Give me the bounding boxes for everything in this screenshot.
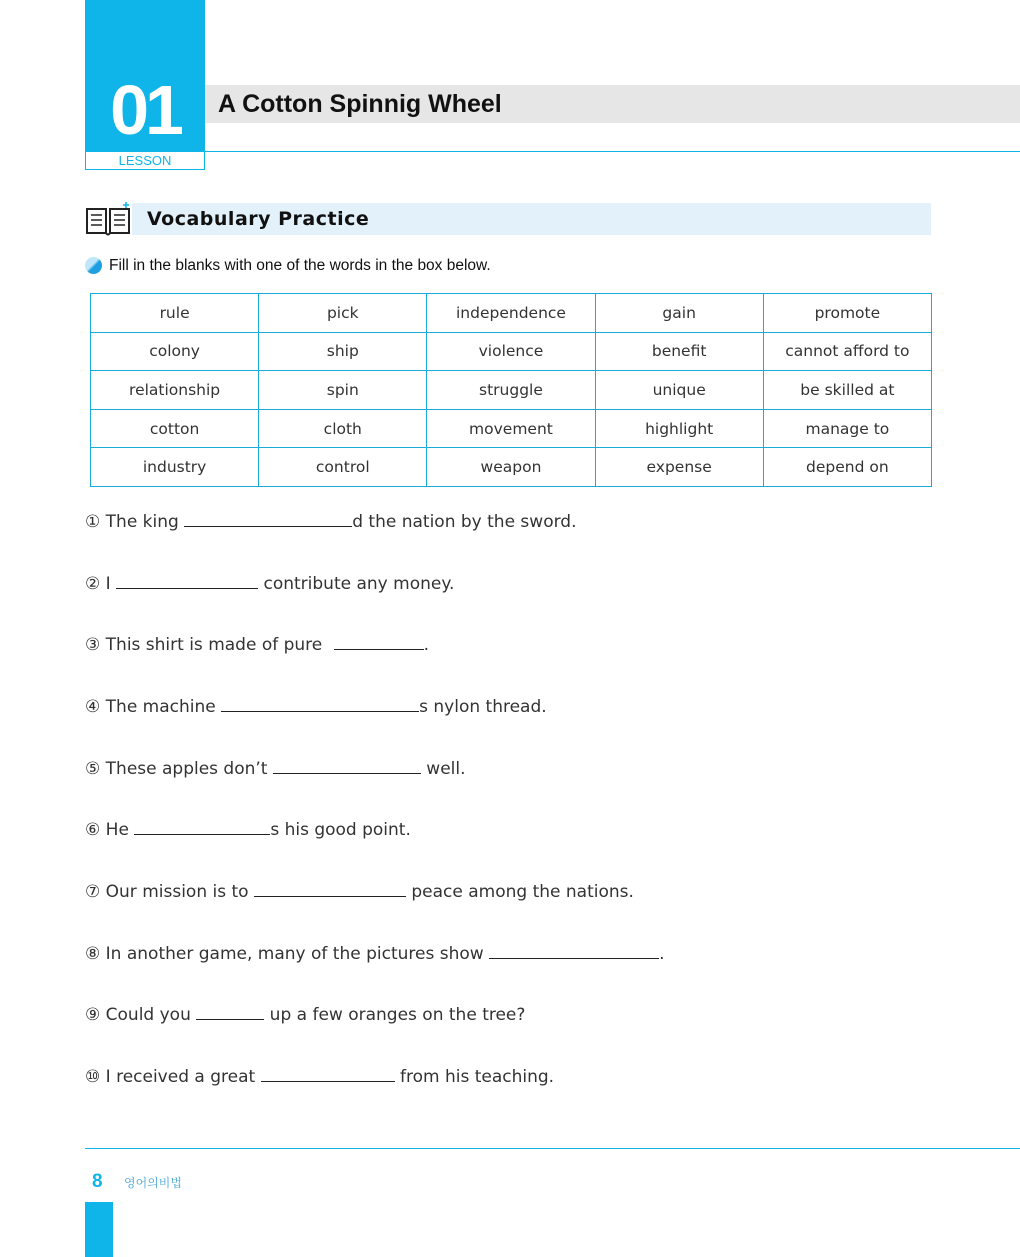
- answer-blank[interactable]: [273, 755, 421, 774]
- word-box-table: [90, 293, 932, 487]
- answer-blank[interactable]: [184, 508, 352, 527]
- question-5: [85, 755, 466, 781]
- question-number: ④: [85, 697, 101, 717]
- question-text-after: s nylon thread.: [419, 697, 547, 717]
- word-cell: spin: [259, 371, 427, 410]
- word-cell: manage to: [763, 409, 931, 448]
- page-number: 8: [92, 1171, 103, 1192]
- word-cell: colony: [91, 332, 259, 371]
- question-text-after: up a few oranges on the tree?: [269, 1005, 526, 1025]
- word-cell: expense: [595, 448, 763, 487]
- question-text-before: Could you: [105, 1005, 191, 1025]
- question-text-after: peace among the nations.: [411, 882, 634, 902]
- question-6: [85, 816, 411, 842]
- question-text-before: He: [105, 820, 129, 840]
- answer-blank[interactable]: [196, 1001, 264, 1020]
- answer-blank[interactable]: [334, 631, 424, 650]
- word-cell: promote: [763, 294, 931, 333]
- word-cell: violence: [427, 332, 595, 371]
- question-number: ②: [85, 574, 101, 594]
- question-text-before: Our mission is to: [105, 882, 249, 902]
- question-text-after: well.: [426, 759, 466, 779]
- word-cell: relationship: [91, 371, 259, 410]
- question-text-after: .: [423, 635, 430, 655]
- question-text-after: from his teaching.: [399, 1067, 555, 1087]
- answer-blank[interactable]: [489, 940, 659, 959]
- answer-blank[interactable]: [221, 693, 419, 712]
- question-4: [85, 693, 547, 719]
- question-2: [85, 570, 454, 596]
- question-text-before: The machine: [105, 697, 216, 717]
- word-cell: movement: [427, 409, 595, 448]
- question-9: [85, 1001, 525, 1027]
- question-text-before: I received a great: [105, 1067, 256, 1087]
- word-cell: control: [259, 448, 427, 487]
- lesson-title: A Cotton Spinnig Wheel: [218, 90, 502, 118]
- word-cell: weapon: [427, 448, 595, 487]
- answer-blank[interactable]: [134, 816, 270, 835]
- word-cell: industry: [91, 448, 259, 487]
- lesson-label: LESSON: [85, 151, 205, 170]
- word-cell: cotton: [91, 409, 259, 448]
- word-cell: cannot afford to: [763, 332, 931, 371]
- word-cell: unique: [595, 371, 763, 410]
- answer-blank[interactable]: [261, 1063, 395, 1082]
- answer-blank[interactable]: [116, 570, 258, 589]
- question-10: [85, 1063, 554, 1089]
- answer-blank[interactable]: [254, 878, 406, 897]
- word-cell: independence: [427, 294, 595, 333]
- word-cell: highlight: [595, 409, 763, 448]
- question-text-before: The king: [105, 512, 179, 532]
- question-text-before: These apples don’t: [105, 759, 268, 779]
- footer-tab: [85, 1202, 113, 1257]
- lesson-number: 01: [110, 71, 180, 149]
- question-text-after: d the nation by the sword.: [352, 512, 577, 532]
- book-title: 영어의비법: [124, 1176, 182, 1190]
- question-8: [85, 940, 664, 966]
- section-title: Vocabulary Practice: [147, 208, 370, 230]
- instruction-text: Fill in the blanks with one of the words in the box below.: [109, 257, 491, 274]
- word-row: [91, 371, 932, 410]
- word-cell: be skilled at: [763, 371, 931, 410]
- question-text-after: .: [659, 944, 665, 964]
- bullet-icon: [85, 257, 102, 274]
- word-cell: benefit: [595, 332, 763, 371]
- question-text-before: This shirt is made of pure: [105, 635, 323, 655]
- question-7: [85, 878, 634, 904]
- question-number: ⑤: [85, 759, 101, 779]
- title-underline: [205, 151, 1020, 152]
- word-cell: ship: [259, 332, 427, 371]
- word-cell: cloth: [259, 409, 427, 448]
- word-row: [91, 409, 932, 448]
- question-number: ⑦: [85, 882, 101, 902]
- word-cell: gain: [595, 294, 763, 333]
- word-row: [91, 448, 932, 487]
- question-text-before: In another game, many of the pictures show: [105, 944, 484, 964]
- word-row: [91, 332, 932, 371]
- question-number: ⑧: [85, 944, 101, 964]
- question-number: ⑩: [85, 1067, 101, 1087]
- question-number: ⑥: [85, 820, 101, 840]
- word-cell: depend on: [763, 448, 931, 487]
- question-3: [85, 631, 429, 657]
- question-text-after: contribute any money.: [263, 574, 455, 594]
- word-cell: rule: [91, 294, 259, 333]
- footer-rule: [85, 1148, 1020, 1149]
- question-text-before: I: [105, 574, 111, 594]
- book-icon: [85, 201, 131, 237]
- question-number: ①: [85, 512, 101, 532]
- question-number: ③: [85, 635, 101, 655]
- word-row: [91, 294, 932, 333]
- question-text-after: s his good point.: [270, 820, 411, 840]
- question-number: ⑨: [85, 1005, 101, 1025]
- word-cell: pick: [259, 294, 427, 333]
- question-1: [85, 508, 576, 534]
- word-cell: struggle: [427, 371, 595, 410]
